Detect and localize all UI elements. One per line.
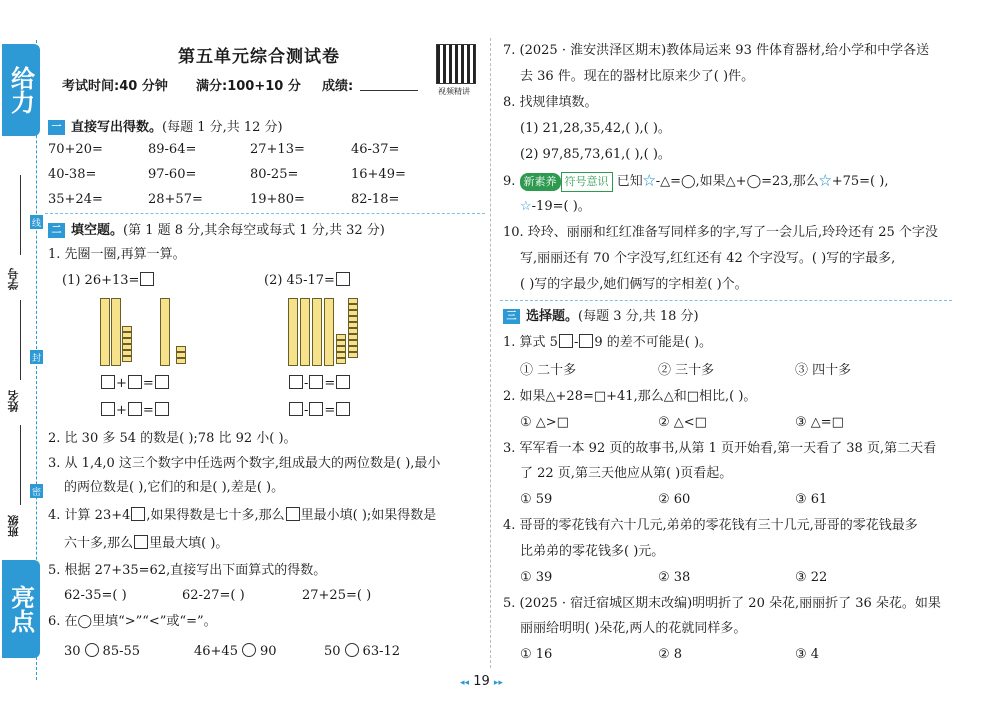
section2-heading bbox=[48, 219, 385, 238]
star-icon: ☆ bbox=[642, 174, 656, 189]
side-tab-top: 给力 bbox=[2, 44, 40, 136]
s3-q3-line2: 了 22 页,第三天他应从第( )页看起。 bbox=[520, 466, 733, 481]
s2-q6-item: 46+45 90 bbox=[194, 644, 277, 659]
cut-mark-3: 密 bbox=[30, 484, 43, 498]
unit-cube-block bbox=[336, 358, 346, 364]
score-blank[interactable] bbox=[360, 90, 418, 91]
ten-rod-block bbox=[312, 298, 322, 366]
next-arrow-icon: ▸▸ bbox=[493, 678, 503, 688]
star-icon: ☆ bbox=[818, 174, 832, 189]
s1-item: 19+80= bbox=[250, 192, 305, 207]
answer-box[interactable] bbox=[289, 402, 303, 416]
answer-box[interactable] bbox=[286, 507, 300, 521]
student-id-line bbox=[20, 175, 21, 255]
answer-box[interactable] bbox=[309, 402, 323, 416]
s3-q3-option[interactable]: ③ 61 bbox=[795, 492, 828, 507]
q8-part2: (2) 97,85,73,61,( ),( )。 bbox=[520, 147, 671, 162]
answer-box[interactable] bbox=[101, 375, 115, 389]
s2-q5: 5. 根据 27+35=62,直接写出下面算式的得数。 bbox=[48, 563, 327, 578]
name-line bbox=[20, 300, 21, 380]
s1-item: 27+13= bbox=[250, 142, 305, 157]
compare-circle[interactable] bbox=[85, 643, 99, 657]
s2-q1-stem: 1. 先圈一圈,再算一算。 bbox=[48, 247, 186, 262]
column-divider bbox=[490, 38, 491, 668]
qr-code-icon[interactable] bbox=[436, 44, 476, 84]
s3-q5-option[interactable]: ② 8 bbox=[658, 647, 683, 662]
prev-arrow-icon: ◂◂ bbox=[460, 678, 470, 688]
s2-q5-item: 27+25=( ) bbox=[302, 588, 372, 603]
q10-line2: 写,丽丽还有 70 个字没写,红红还有 42 个字没写。( )写的字最多, bbox=[520, 251, 896, 266]
answer-box[interactable] bbox=[559, 334, 573, 348]
ten-rod-block bbox=[300, 298, 310, 366]
answer-box[interactable] bbox=[140, 272, 154, 286]
page-number: 19 bbox=[473, 674, 490, 689]
full-score: 满分:100+10 分 bbox=[196, 79, 301, 94]
s2-q5-item: 62-27=( ) bbox=[182, 588, 245, 603]
s2-q5-item: 62-35=( ) bbox=[64, 588, 127, 603]
s1-item: 35+24= bbox=[48, 192, 103, 207]
page-title: 第五单元综合测试卷 bbox=[178, 47, 340, 67]
exam-time: 考试时间:40 分钟 bbox=[62, 79, 168, 94]
s2-q6: 6. 在◯里填“>”“<”或“=”。 bbox=[48, 614, 217, 629]
section-divider bbox=[500, 300, 952, 301]
answer-box[interactable] bbox=[128, 402, 142, 416]
s3-q4-option[interactable]: ③ 22 bbox=[795, 570, 828, 585]
compare-circle[interactable] bbox=[345, 643, 359, 657]
s2-q4-line2: 六十多,那么 里最大填( )。 bbox=[64, 536, 229, 551]
s1-item: 70+20= bbox=[48, 142, 103, 157]
s1-item: 46-37= bbox=[351, 142, 400, 157]
ten-rod-block bbox=[100, 298, 110, 366]
s2-q6-item: 30 85-55 bbox=[64, 644, 141, 659]
equation-blanks: - = bbox=[288, 375, 351, 393]
s3-q3-line1: 3. 军军看一本 92 页的故事书,从第 1 页开始看,第一天看了 38 页,第二天看 bbox=[503, 441, 937, 456]
score-label: 成绩: bbox=[322, 79, 354, 94]
qr-caption: 视频精讲 bbox=[438, 87, 470, 96]
section-divider bbox=[45, 213, 485, 214]
q10-line1: 10. 玲玲、丽丽和红红准备写同样多的字,写了一会儿后,玲玲还有 25 个字没 bbox=[503, 225, 938, 240]
s3-q1: 1. 算式 5 - 9 的差不可能是( )。 bbox=[503, 335, 713, 350]
section1-note: (每题 1 分,共 12 分) bbox=[162, 120, 283, 135]
cut-mark-1: 线 bbox=[30, 215, 43, 229]
s3-q2-option[interactable]: ② △<□ bbox=[658, 415, 707, 430]
section3-note: (每题 3 分,共 18 分) bbox=[578, 309, 699, 324]
answer-box[interactable] bbox=[289, 375, 303, 389]
section2-number: 二 bbox=[48, 223, 65, 238]
q7-line1: 7. (2025 · 淮安洪泽区期末)教体局运来 93 件体育器材,给小学和中学各送 bbox=[503, 43, 930, 58]
answer-box[interactable] bbox=[336, 375, 350, 389]
class-label: 班级 bbox=[7, 515, 20, 537]
s3-q5-option[interactable]: ③ 4 bbox=[795, 647, 820, 662]
s1-item: 28+57= bbox=[148, 192, 203, 207]
unit-cube-block bbox=[122, 356, 132, 362]
symbol-sense-tag: 符号意识 bbox=[561, 172, 613, 192]
answer-box[interactable] bbox=[128, 375, 142, 389]
section2-title: 填空题。 bbox=[71, 223, 124, 238]
ten-rod-block bbox=[288, 298, 298, 366]
unit-cube-block bbox=[348, 352, 358, 358]
section3-title: 选择题。 bbox=[526, 309, 579, 324]
s1-item: 40-38= bbox=[48, 167, 97, 182]
s1-item: 97-60= bbox=[148, 167, 197, 182]
compare-circle[interactable] bbox=[242, 643, 256, 657]
q8-stem: 8. 找规律填数。 bbox=[503, 95, 598, 110]
ten-rod-block bbox=[160, 298, 170, 366]
s3-q3-option[interactable]: ② 60 bbox=[658, 492, 691, 507]
s3-q2-option[interactable]: ① △>□ bbox=[520, 415, 569, 430]
ten-rod-block bbox=[111, 298, 121, 366]
equation-blanks: + = bbox=[100, 375, 170, 393]
s1-item: 89-64= bbox=[148, 142, 197, 157]
s3-q4-line1: 4. 哥哥的零花钱有六十几元,弟弟的零花钱有三十几元,哥哥的零花钱最多 bbox=[503, 518, 918, 533]
q9-line2: ☆-19=( )。 bbox=[520, 199, 591, 214]
s3-q2-option[interactable]: ③ △=□ bbox=[795, 415, 844, 430]
s2-q4-line1: 4. 计算 23+4 ,如果得数是七十多,那么 里最小填( );如果得数是 bbox=[48, 508, 437, 523]
q7-line2: 去 36 件。现在的器材比原来少了( )件。 bbox=[520, 69, 755, 84]
ten-rod-block bbox=[324, 298, 334, 366]
star-icon: ☆ bbox=[520, 199, 532, 214]
s2-q1-part2: (2) 45-17= bbox=[264, 272, 351, 290]
answer-box[interactable] bbox=[131, 507, 145, 521]
q9-line1: 9. 新素养 符号意识 已知☆-△=◯,如果△+◯=23,那么☆+75=( ), bbox=[503, 172, 888, 192]
answer-box[interactable] bbox=[336, 402, 350, 416]
answer-box[interactable] bbox=[155, 402, 169, 416]
s3-q2: 2. 如果△+28=□+41,那么△和□相比,( )。 bbox=[503, 389, 757, 404]
section1-heading bbox=[48, 116, 283, 135]
s3-q1-option[interactable]: ② 三十多 bbox=[658, 363, 715, 378]
answer-box[interactable] bbox=[309, 375, 323, 389]
page-footer bbox=[460, 674, 503, 689]
section3-heading bbox=[503, 305, 699, 324]
s3-q4-option[interactable]: ② 38 bbox=[658, 570, 691, 585]
s2-q2: 2. 比 30 多 54 的数是( );78 比 92 小( )。 bbox=[48, 431, 297, 446]
section1-number: 一 bbox=[48, 120, 65, 135]
section3-number: 三 bbox=[503, 309, 520, 324]
answer-box[interactable] bbox=[155, 375, 169, 389]
class-line bbox=[20, 425, 21, 505]
answer-box[interactable] bbox=[336, 272, 350, 286]
s3-q5-line1: 5. (2025 · 宿迁宿城区期末改编)明明折了 20 朵花,丽丽折了 36 朵花。如果 bbox=[503, 596, 941, 611]
s2-q6-item: 50 63-12 bbox=[324, 644, 401, 659]
equation-blanks: - = bbox=[288, 402, 351, 420]
s2-q3-line1: 3. 从 1,4,0 这三个数字中任选两个数字,组成最大的两位数是( ),最小 bbox=[48, 456, 441, 471]
student-id-label: 学号 bbox=[7, 268, 20, 290]
unit-cube-block bbox=[176, 358, 186, 364]
s3-q4-option[interactable]: ① 39 bbox=[520, 570, 553, 585]
equation-blanks: + = bbox=[100, 402, 170, 420]
q8-part1: (1) 21,28,35,42,( ),( )。 bbox=[520, 121, 671, 136]
answer-box[interactable] bbox=[579, 334, 593, 348]
s2-q1-part1: (1) 26+13= bbox=[62, 272, 155, 290]
cut-mark-2: 封 bbox=[30, 350, 43, 364]
s1-item: 16+49= bbox=[351, 167, 406, 182]
s3-q4-line2: 比弟弟的零花钱多( )元。 bbox=[520, 544, 665, 559]
s3-q3-option[interactable]: ① 59 bbox=[520, 492, 553, 507]
new-literacy-badge: 新素养 bbox=[520, 173, 561, 191]
side-tab-bottom: 亮点 bbox=[2, 560, 40, 658]
s3-q1-option[interactable]: ③ 四十多 bbox=[795, 363, 852, 378]
s3-q1-option[interactable]: ① 二十多 bbox=[520, 363, 577, 378]
s2-q3-line2: 的两位数是( ),它们的和是( ),差是( )。 bbox=[64, 480, 285, 495]
answer-box[interactable] bbox=[134, 535, 148, 549]
name-label: 姓名 bbox=[7, 390, 20, 412]
s3-q5-option[interactable]: ① 16 bbox=[520, 647, 553, 662]
q10-line3: ( )写的字最少,她们俩写的字相差( )个。 bbox=[520, 277, 748, 292]
section1-title: 直接写出得数。 bbox=[71, 120, 163, 135]
s1-item: 82-18= bbox=[351, 192, 400, 207]
section2-note: (第 1 题 8 分,其余每空或每式 1 分,共 32 分) bbox=[123, 223, 385, 238]
s1-item: 80-25= bbox=[250, 167, 299, 182]
answer-box[interactable] bbox=[101, 402, 115, 416]
s3-q5-line2: 丽丽给明明( )朵花,两人的花就同样多。 bbox=[520, 621, 747, 636]
